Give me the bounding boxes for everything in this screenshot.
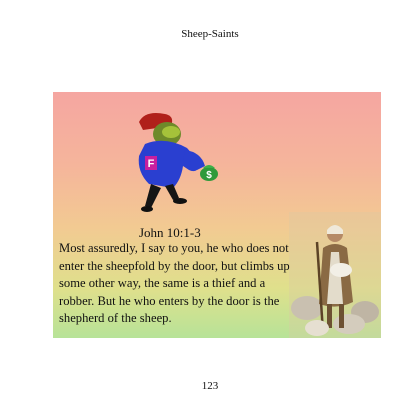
sweater-badge-letter: F xyxy=(147,158,155,170)
page-header-title: Sheep-Saints xyxy=(181,28,239,40)
scripture-verse: Most assuredly, I say to you, he who does not enter the sheepfold by the door, but climbs up some other way, the same is a thief and a robber. But he who enters by the door is the shepherd of the sheep. xyxy=(59,241,290,326)
shepherd-illustration xyxy=(289,212,381,338)
scripture-reference: John 10:1-3 xyxy=(139,225,201,240)
thief-illustration xyxy=(131,108,227,214)
moneybag-symbol: $ xyxy=(206,170,212,181)
scripture-slide xyxy=(53,92,381,338)
page-number: 123 xyxy=(201,380,219,392)
